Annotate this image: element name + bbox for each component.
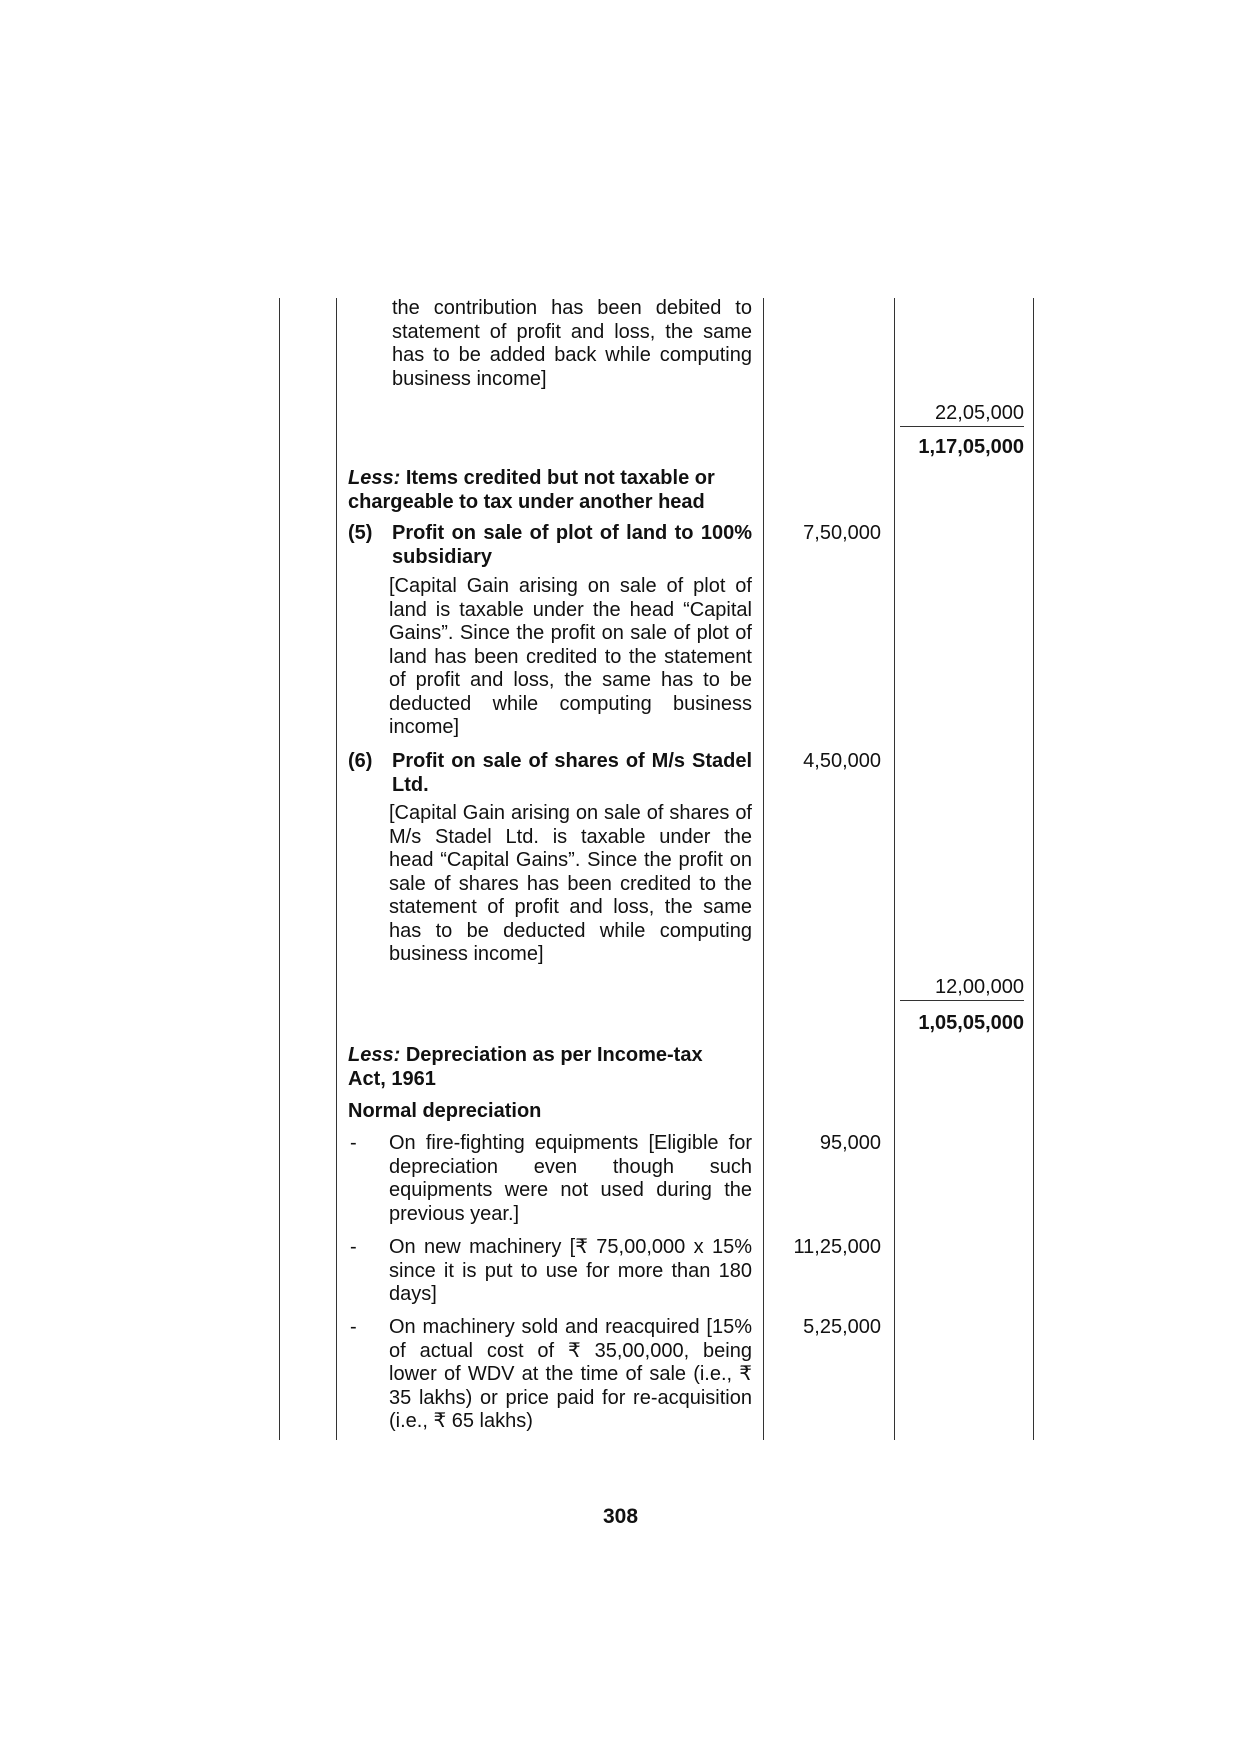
subtotal-1: 22,05,000 [900,402,1024,427]
less-prefix-2: Less: [348,1044,401,1066]
depreciation-item-2-text: On new machinery [₹ 75,00,000 x 15% since it is put to use for more than 180 days] [389,1236,752,1305]
table-right-border [1033,298,1034,1440]
table-column-divider-1 [336,298,337,1440]
depreciation-item-3-text: On machinery sold and reacquired [15% of actual cost of ₹ 35,00,000, being lower of WDV at the time of sale (i.e., ₹ 35 lakhs) or price paid for re-acquisition (i.e., ₹ 65 lakhs) [389,1316,752,1432]
normal-depreciation-heading: Normal depreciation [348,1100,542,1122]
table-left-border [279,298,280,1440]
depreciation-item-3-amount: 5,25,000 [803,1316,881,1338]
less-heading-2 [348,1044,738,1091]
less-heading-1-text: Items credited but not taxable or chargeable to tax under another head [348,467,715,513]
subtotal-2: 12,00,000 [900,976,1024,1001]
depreciation-item-3-bullet: - [350,1316,357,1338]
carry-over-text: the contribution has been debited to statement of profit and loss, the same has to be added back while computing business income] [392,297,752,390]
item-5-title: Profit on sale of plot of land to 100% subsidiary [392,522,752,568]
item-6-amount: 4,50,000 [803,750,881,772]
item-5-amount: 7,50,000 [803,522,881,544]
depreciation-item-1-text: On fire-fighting equipments [Eligible for depreciation even though such equipments were not used during the previous year.] [389,1132,752,1225]
depreciation-item-1-amount: 95,000 [819,1132,881,1154]
table-column-divider-3 [894,298,895,1440]
page-number: 308 [602,1505,639,1528]
item-6-note: [Capital Gain arising on sale of shares of M/s Stadel Ltd. is taxable under the head “Capital Gains”. Since the profit on sale of shares has been credited to the statement of profit and loss, the same has to be deducted while computing business income] [389,802,752,965]
depreciation-item-2-amount: 11,25,000 [793,1236,881,1258]
depreciation-item-2-bullet: - [350,1236,357,1258]
less-prefix-1: Less: [348,467,401,489]
total-1: 1,17,05,000 [918,436,1024,458]
item-5-number: (5) [348,522,373,544]
item-5-note: [Capital Gain arising on sale of plot of land is taxable under the head “Capital Gains”. Since the profit on sale of plot of land has been credited to the statement of profit and loss, the same has to be deducted while computing business income] [389,575,752,738]
item-6-title: Profit on sale of shares of M/s Stadel Ltd. [392,750,752,796]
item-6-number: (6) [348,750,373,772]
depreciation-item-1-bullet: - [350,1132,357,1154]
less-heading-2-text: Depreciation as per Income-tax Act, 1961 [348,1044,703,1090]
total-2: 1,05,05,000 [918,1012,1024,1034]
less-heading-1 [348,467,768,514]
